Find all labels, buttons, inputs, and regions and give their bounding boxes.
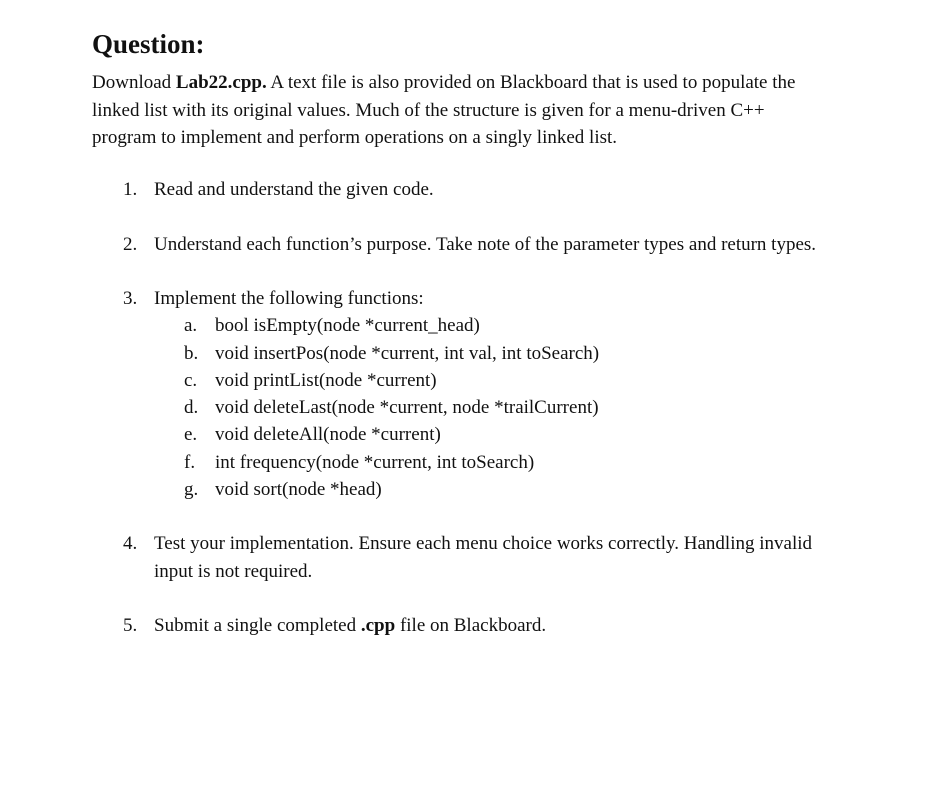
function-letter: a. [184,315,198,336]
function-letter: d. [184,397,199,418]
step-number: 3. [123,288,138,309]
function-signature: void sort(node *head) [215,479,382,500]
step-text: Read and understand the given code. [154,179,434,200]
function-letter: f. [184,452,196,473]
function-signature: void insertPos(node *current, int val, int toSearch) [215,343,600,364]
step-number: 2. [123,234,138,255]
cpp-extension: .cpp [360,615,396,636]
step-text: Implement the following functions: [154,288,424,309]
step-4-line-2: input is not required. [154,560,313,582]
step-text [154,612,899,640]
function-letter: c. [184,370,198,391]
lab-filename: Lab22.cpp. [175,72,267,93]
function-signature: void deleteLast(node *current, node *trailCurrent) [215,397,599,418]
intro-line-1 [92,69,892,97]
function-letter: b. [184,343,199,364]
intro-paragraph [92,69,892,152]
step-4-line-1: Test your implementation. Ensure each menu choice works correctly. Handling invalid [154,533,813,554]
step-number: 1. [123,179,138,200]
function-signature: void deleteAll(node *current) [215,424,441,445]
step-5-suffix: file on Blackboard. [395,615,547,636]
step-5-prefix: Submit a single completed [154,615,361,636]
function-letter: e. [184,424,198,445]
question-heading: Question: [92,29,205,59]
intro-line-3: program to implement and perform operations on a singly linked list. [92,127,618,148]
function-signature: int frequency(node *current, int toSearch) [215,452,535,473]
intro-line-1-rest: A text file is also provided on Blackboard that is used to populate the [266,72,796,93]
step-text: Understand each function’s purpose. Take note of the parameter types and return types. [154,234,817,255]
intro-prefix: Download [92,72,176,93]
function-signature: bool isEmpty(node *current_head) [215,315,480,336]
step-text [154,530,899,585]
step-number: 4. [123,533,138,554]
function-letter: g. [184,479,199,500]
step-number: 5. [123,615,138,636]
function-signature: void printList(node *current) [215,370,437,391]
intro-line-2: linked list with its original values. Much of the structure is given for a menu-driven C++ [92,99,765,121]
